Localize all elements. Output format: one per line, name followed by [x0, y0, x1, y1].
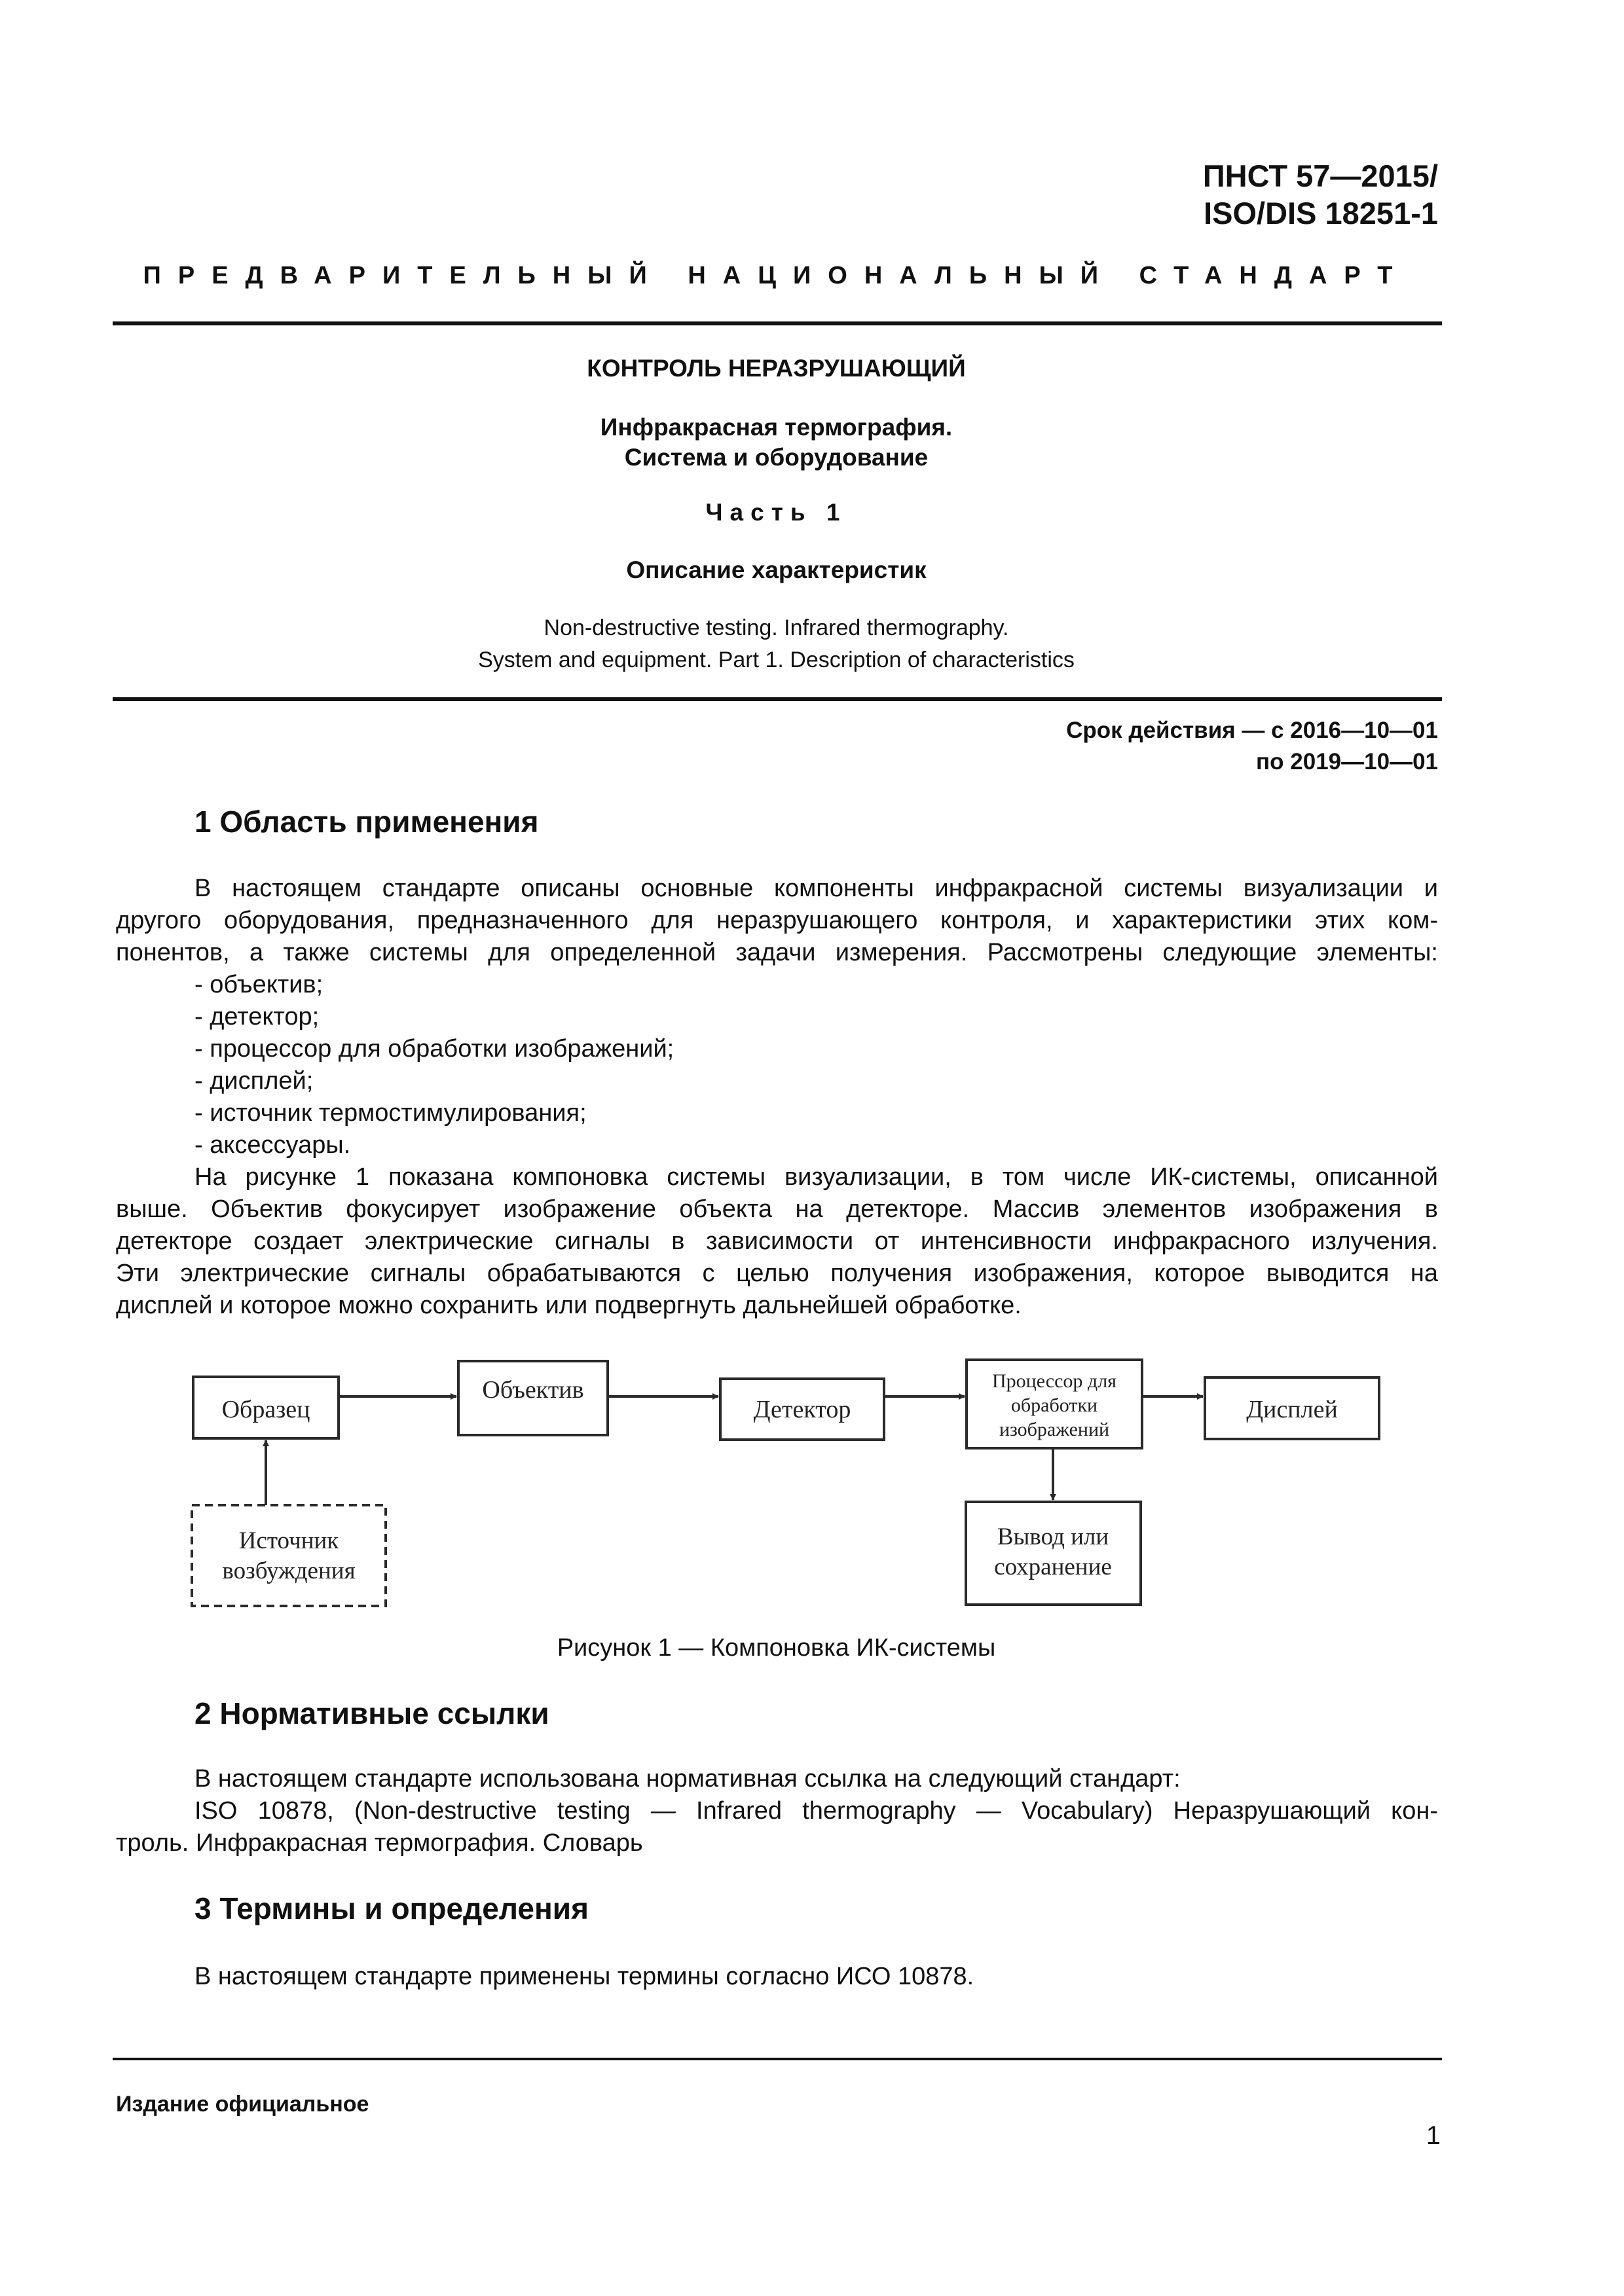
- list-item: - источник термостимулирования;: [194, 1099, 587, 1127]
- top-rule: [113, 321, 1442, 325]
- section1-heading: 1 Область применения: [194, 805, 539, 839]
- footer-rule: [113, 2058, 1442, 2060]
- section1-p2-line: выше. Объектив фокусирует изображение объекта на детекторе. Массив элементов изображения в: [116, 1195, 1438, 1223]
- section1-body: [116, 873, 1438, 1322]
- english-title-line2: System and equipment. Part 1. Description of characteristics: [478, 647, 1075, 672]
- section1-p1-line: другого оборудования, предназначенного для неразрушающего контроля, и характеристики этих ком-: [116, 907, 1438, 934]
- part-number: Часть 1: [705, 499, 847, 526]
- section3-p1: В настоящем стандарте применены термины согласно ИСО 10878.: [194, 1963, 974, 1990]
- section1-p1-line: В настоящем стандарте описаны основные компоненты инфракрасной системы визуализации и: [194, 875, 1438, 902]
- source-label-line2: возбуждения: [222, 1558, 356, 1584]
- validity-line2: по 2019—10—01: [1256, 749, 1438, 774]
- document-code: [982, 157, 1438, 232]
- list-item: - детектор;: [194, 1003, 320, 1030]
- section2-body: [116, 1763, 1438, 1859]
- section3-body: [116, 1961, 1438, 1993]
- list-item: - дисплей;: [194, 1067, 314, 1095]
- english-title-line1: Non-destructive testing. Infrared thermography.: [544, 615, 1009, 640]
- standard-type: ПРЕДВАРИТЕЛЬНЫЙ НАЦИОНАЛЬНЫЙ СТАНДАРТ: [143, 262, 1410, 289]
- list-item: - процессор для обработки изображений;: [194, 1035, 674, 1063]
- section2-p2-line1: ISO 10878, (Non-destructive testing — Infrared thermography — Vocabulary) Неразрушающий кон-: [194, 1797, 1438, 1825]
- title-sub: [115, 412, 1438, 473]
- output-label-line2: сохранение: [994, 1554, 1112, 1580]
- processor-label-line3: изображений: [999, 1419, 1110, 1440]
- figure1-diagram: [183, 1345, 1408, 1620]
- title-sub-line2: Система и оборудование: [624, 444, 929, 471]
- page-number: 1: [1426, 2121, 1441, 2150]
- lens-label: Объектив: [482, 1376, 584, 1404]
- part-title: Описание характеристик: [626, 556, 927, 583]
- figure1-caption: Рисунок 1 — Компоновка ИК-системы: [557, 1634, 996, 1662]
- sample-label: Образец: [221, 1396, 310, 1423]
- list-item: - аксессуары.: [194, 1131, 351, 1159]
- section1-p2-line: дисплей и которое можно сохранить или подвергнуть дальнейшей обработке.: [116, 1292, 1022, 1319]
- detector-label: Детектор: [753, 1396, 851, 1423]
- section2-p1: В настоящем стандарте использована нормативная ссылка на следующий стандарт:: [194, 1765, 1181, 1793]
- section2-p2-line2: троль. Инфракрасная термография. Словарь: [116, 1829, 643, 1857]
- section2-heading: 2 Нормативные ссылки: [194, 1696, 549, 1730]
- list-item: - объектив;: [194, 971, 323, 998]
- section1-p2-line: Эти электрические сигналы обрабатываются с целью получения изображения, которое выводится на: [116, 1260, 1438, 1287]
- title-bottom-rule: [113, 697, 1442, 701]
- section1-p2-line: На рисунке 1 показана компоновка системы визуализации, в том числе ИК-системы, описанной: [194, 1163, 1438, 1191]
- section1-p2-line: детекторе создает электрические сигналы в зависимости от интенсивности инфракрасного излучения.: [116, 1228, 1438, 1255]
- section3-heading: 3 Термины и определения: [194, 1891, 589, 1925]
- validity-period: [917, 715, 1438, 778]
- output-label-line1: Вывод или: [997, 1523, 1109, 1550]
- display-label: Дисплей: [1246, 1396, 1338, 1423]
- excitation-source-box: [192, 1505, 386, 1606]
- document-code-line2: ISO/DIS 18251-1: [1204, 196, 1438, 230]
- edition-note: Издание официальное: [116, 2092, 369, 2117]
- section1-p1-line: понентов, а также системы для определенной задачи измерения. Рассмотрены следующие элементы:: [116, 939, 1438, 966]
- title-sub-line1: Инфракрасная термография.: [600, 414, 953, 441]
- document-code-line1: ПНСТ 57—2015/: [1202, 158, 1438, 193]
- source-label-line1: Источник: [238, 1527, 339, 1554]
- validity-line1: Срок действия — с 2016—10—01: [1066, 718, 1438, 743]
- processor-label-line1: Процессор для: [992, 1370, 1116, 1392]
- english-title: [115, 612, 1438, 676]
- processor-label-line2: обработки: [1010, 1394, 1098, 1416]
- title-main: КОНТРОЛЬ НЕРАЗРУШАЮЩИЙ: [587, 355, 966, 382]
